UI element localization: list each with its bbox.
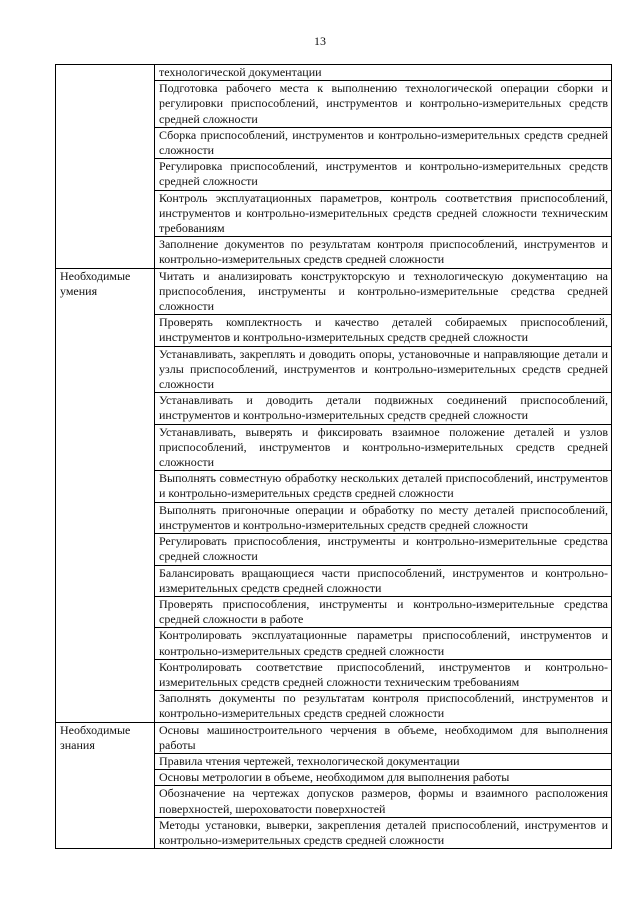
table-cell [155, 127, 612, 158]
item-text: Регулировка приспособлений, инструментов и контрольно-измерительных средств средней сложности [159, 159, 608, 189]
item-text: Контролировать эксплуатационные параметры приспособлений, инструментов и контрольно-измерительных средств средней сложности [159, 628, 608, 658]
table-cell [155, 565, 612, 596]
table-cell [155, 424, 612, 471]
item-text: Устанавливать, закреплять и доводить опоры, установочные и направляющие детали и узлы приспособлений, инструментов и контрольно-измерительных средств средней сложности [159, 346, 608, 392]
item-text: Основы метрологии в объеме, необходимом для выполнения работы [159, 770, 510, 785]
table-cell [155, 471, 612, 502]
table-cell [155, 770, 612, 786]
table-cell [155, 65, 612, 81]
section-label: Необходимые знания [56, 722, 155, 849]
table-cell [155, 534, 612, 565]
table-body [56, 65, 612, 849]
item-text: Обозначение на чертежах допусков размеров, формы и взаимного расположения поверхностей, шероховатости поверхностей [159, 786, 608, 816]
competency-table [55, 64, 612, 849]
item-text: технологической документации [159, 65, 322, 79]
table-cell [155, 315, 612, 346]
item-text: Сборка приспособлений, инструментов и контрольно-измерительных средств средней сложности [159, 127, 608, 158]
item-text: Регулировать приспособления, инструменты и контрольно-измерительные средства средней сложности [159, 534, 608, 564]
table-cell [155, 159, 612, 190]
item-text: Проверять приспособления, инструменты и контрольно-измерительные средства средней сложности в работе [159, 596, 608, 627]
item-text: Контролировать соответствие приспособлений, инструментов и контрольно-измерительных средств средней сложности техническим требованиям [159, 659, 608, 689]
item-text: Заполнять документы по результатам контроля приспособлений, инструментов и контрольно-измерительных средств средней сложности [159, 691, 608, 721]
section-label [56, 65, 155, 269]
item-text: Устанавливать, выверять и фиксировать взаимное положение деталей и узлов приспособлений, инструментов и контрольно-измерительных средств средней сложности [159, 424, 608, 470]
table-cell [155, 628, 612, 659]
table-cell [155, 346, 612, 393]
table-cell [155, 691, 612, 722]
item-text: Подготовка рабочего места к выполнению технологической операции сборки и регулировки приспособлений, инструментов и контрольно-измерительных средств средней сложности [159, 81, 608, 126]
item-text: Контроль эксплуатационных параметров, контроль соответствия приспособлений, инструментов и контрольно-измерительных средств средней сложности техническим требованиям [159, 190, 608, 236]
table-cell [155, 268, 612, 315]
table-row [56, 65, 612, 81]
table-cell [155, 502, 612, 533]
table-cell [155, 722, 612, 753]
table-cell [155, 753, 612, 769]
table-cell [155, 190, 612, 237]
item-text: Основы машиностроительного черчения в объеме, необходимом для выполнения работы [159, 722, 608, 752]
table-cell [155, 786, 612, 817]
item-text: Устанавливать и доводить детали подвижных соединений приспособлений, инструментов и контрольно-измерительных средств средней сложности [159, 393, 608, 423]
table-cell [155, 817, 612, 848]
table-row [56, 722, 612, 753]
page-number: 13 [314, 34, 326, 48]
item-text: Методы установки, выверки, закрепления деталей приспособлений, инструментов и контрольно-измерительных средств средней сложности [159, 817, 608, 847]
table-cell [155, 81, 612, 128]
table-cell [155, 596, 612, 627]
item-text: Балансировать вращающиеся части приспособлений, инструментов и контрольно-измерительных средств средней сложности [159, 565, 608, 595]
table-cell [155, 237, 612, 268]
item-text: Читать и анализировать конструкторскую и технологическую документацию на приспособления, инструменты и контрольно-измерительные средства средней сложности [159, 268, 608, 314]
section-label: Необходимые умения [56, 268, 155, 722]
table-row [56, 268, 612, 315]
item-text: Правила чтения чертежей, технологической документации [159, 753, 460, 768]
item-text: Заполнение документов по результатам контроля приспособлений, инструментов и контрольно-измерительных средств средней сложности [159, 237, 608, 267]
item-text: Проверять комплектность и качество деталей собираемых приспособлений, инструментов и контрольно-измерительных средств средней сложности [159, 315, 608, 345]
item-text: Выполнять совместную обработку нескольких деталей приспособлений, инструментов и контрольно-измерительных средств средней сложности [159, 471, 608, 501]
table-cell [155, 659, 612, 690]
item-text: Выполнять пригоночные операции и обработку по месту деталей приспособлений, инструментов и контрольно-измерительных средств средней сложности [159, 502, 608, 532]
table-cell [155, 393, 612, 424]
